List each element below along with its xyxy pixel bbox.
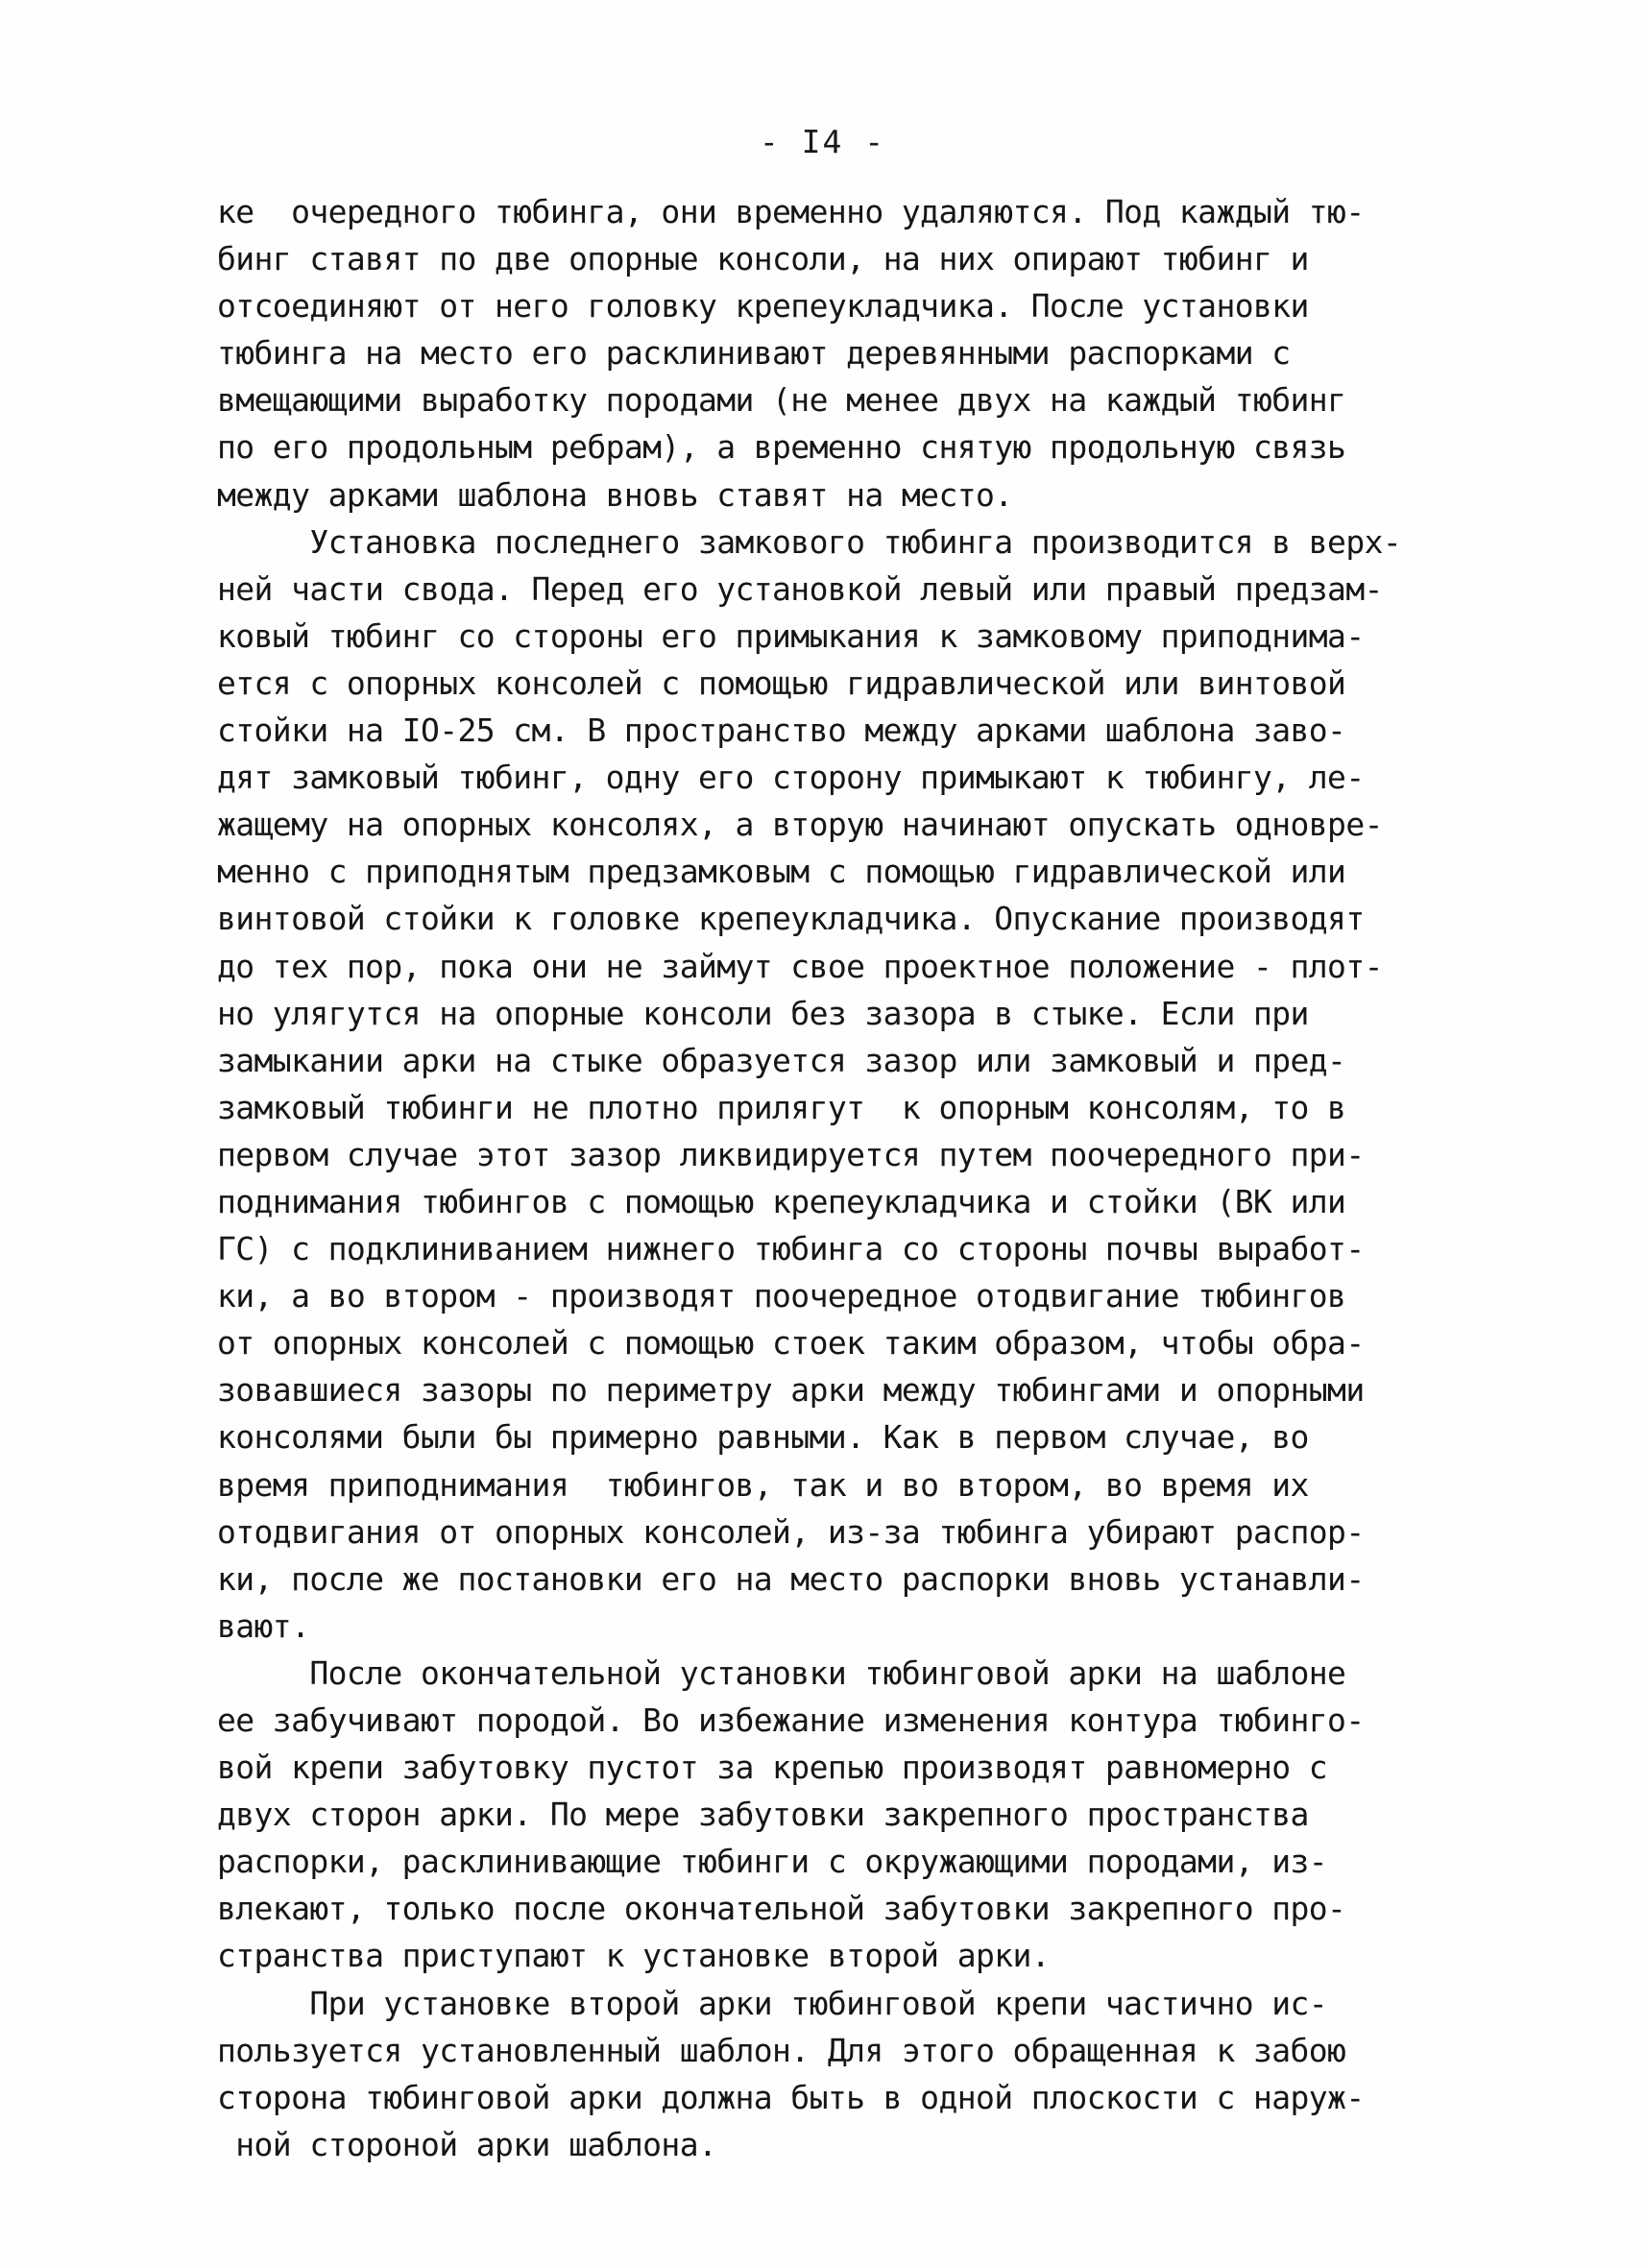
text-line: до тех пор, пока они не займут свое проектное положение - плот- [217,947,1383,985]
text-line: замковый тюбинги не плотно прилягут к опорным консолям, то в [217,1088,1346,1126]
text-line: ки, а во втором - производят поочередное отодвигание тюбингов [217,1277,1346,1315]
text-line: После окончательной установки тюбинговой арки на шаблоне [217,1653,1346,1692]
text-line: замыкании арки на стыке образуется зазор или замковый и пред- [217,1041,1346,1079]
text-line: консолями были бы примерно равными. Как в первом случае, во [217,1418,1309,1457]
text-line: отсоединяют от него головку крепеукладчика. После установки [217,287,1309,326]
text-line: винтовой стойки к головке крепеукладчика. Опускание производят [217,900,1365,938]
text-line: вмещающими выработку породами (не менее двух на каждый тюбинг [217,381,1346,420]
text-line: между арками шаблона вновь ставят на место. [217,475,1013,514]
text-line: ется с опорных консолей с помощью гидравлической или винтовой [217,664,1346,702]
text-line: дят замковый тюбинг, одну его сторону примыкают к тюбингу, ле- [217,759,1365,797]
text-line: ней части свода. Перед его установкой левый или правый предзам- [217,569,1383,608]
text-line: При установке второй арки тюбинговой крепи частично ис- [217,1984,1328,2022]
text-line: ной стороной арки шаблона. [217,2125,717,2163]
text-line: по его продольным ребрам), а временно снятую продольную связь [217,428,1346,467]
text-line: сторона тюбинговой арки должна быть в одной плоскости с наруж- [217,2078,1365,2116]
text-line: но улягутся на опорные консоли без зазора в стыке. Если при [217,994,1309,1032]
text-line: поднимания тюбингов с помощью крепеукладчика и стойки (ВК или [217,1182,1346,1220]
text-line: ки, после же постановки его на место распорки вновь устанавли- [217,1559,1365,1598]
text-line: ке очередного тюбинга, они временно удаляются. Под каждый тю- [217,193,1365,230]
page-number: - I4 - [759,123,886,160]
text-line: стойки на IO-25 см. В пространство между арками шаблона заво- [217,712,1346,750]
text-line: Установка последнего замкового тюбинга производится в верх- [217,522,1402,561]
text-line: от опорных консолей с помощью стоек таким образом, чтобы обра- [217,1324,1365,1363]
text-line: первом случае этот зазор ликвидируется путем поочередного при- [217,1135,1365,1173]
text-line: время приподнимания тюбингов, так и во втором, во время их [217,1465,1309,1504]
text-line: тюбинга на место его расклинивают деревянными распорками с [217,334,1291,373]
body-text [217,188,1465,2168]
text-line: ее забучивают породой. Во избежание изменения контура тюбинго- [217,1701,1365,1739]
text-line: бинг ставят по две опорные консоли, на них опирают тюбинг и [217,240,1309,278]
text-line: распорки, расклинивающие тюбинги с окружающими породами, из- [217,1843,1328,1881]
text-line: пользуется установленный шаблон. Для этого обращенная к забою [217,2031,1346,2069]
text-line: двух сторон арки. По мере забутовки закрепного пространства [217,1796,1309,1834]
text-line: странства приступают к установке второй арки. [217,1937,1051,1975]
text-line: отодвигания от опорных консолей, из-за тюбинга убирают распор- [217,1512,1365,1551]
text-line: менно с приподнятым предзамковым с помощью гидравлической или [217,853,1346,891]
text-line: ГС) с подклиниванием нижнего тюбинга со стороны почвы выработ- [217,1230,1365,1268]
text-line: вой крепи забутовку пустот за крепью производят равномерно с [217,1749,1328,1787]
text-line: ковый тюбинг со стороны его примыкания к замковому приподнима- [217,616,1365,655]
text-line: влекают, только после окончательной забутовки закрепного про- [217,1890,1346,1928]
text-line: вают. [217,1606,310,1645]
text-line: жащему на опорных консолях, а вторую начинают опускать одновре- [217,806,1383,844]
text-line: зовавшиеся зазоры по периметру арки между тюбингами и опорными [217,1371,1365,1410]
